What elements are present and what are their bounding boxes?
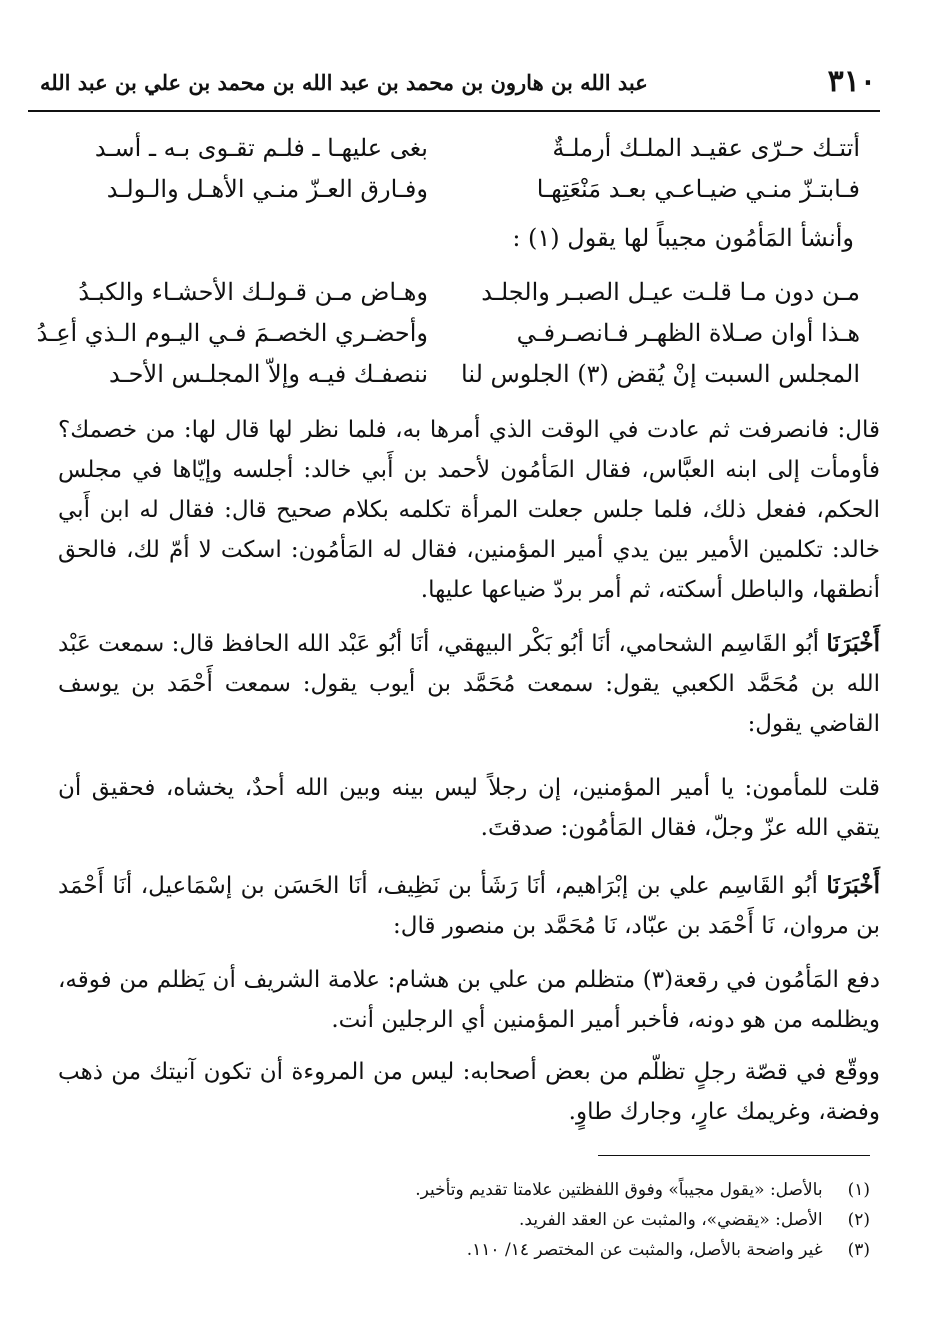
verse-second-hemistich: وهـاض مـن قـولـك الأحشـاء والكبـدُ bbox=[78, 278, 428, 306]
footnote bbox=[90, 1180, 870, 1210]
verse-line bbox=[48, 360, 878, 401]
paragraph-text: أبُو القَاسِم الشحامي، أنَا أبُو بَكْر البيهقي، أنَا أبُو عَبْد الله الحافظ قال: سمعت عَبْد الله بن مُحَمَّد الكعبي يقول: سمعت مُحَمَّد بن أيوب يقول: سمعت أَحْمَد بن يوسف القاضي يقول: bbox=[58, 631, 880, 737]
footnote bbox=[90, 1240, 870, 1270]
paragraph bbox=[58, 768, 880, 848]
verse-first-hemistich: هـذا أوان صـلاة الظهـر فـانصـرفـي bbox=[516, 319, 860, 347]
footnote-number: (٢) bbox=[847, 1210, 870, 1230]
footnote-text: بالأصل: «يقول مجيباً» وفوق اللفظتين علامتا تقديم وتأخير. bbox=[415, 1180, 823, 1200]
verse-second-hemistich: وأحضـري الخصـمَ فـي اليـوم الـذي أعِـدُ bbox=[36, 319, 428, 347]
footnote-rule bbox=[598, 1155, 870, 1156]
footnote bbox=[90, 1210, 870, 1240]
paragraph-text: أبُو القَاسِم علي بن إبْرَاهيم، أنَا رَشَأ بن نَظِيف، أنَا الحَسَن بن إسْمَاعيل، أنَا أَحْمَد بن مروان، نَا أَحْمَد بن عبّاد، نَا مُحَمَّد بن منصور قال: bbox=[58, 873, 880, 939]
verse-first-hemistich: فـابتـزّ منـي ضيـاعـي بعـد مَنْعَتِهـا bbox=[536, 175, 860, 203]
page-header bbox=[40, 62, 876, 104]
verse-second-hemistich: ننصفـك فيـه وإلاّ المجلـس الأحـد bbox=[109, 360, 428, 388]
header-rule bbox=[28, 110, 880, 112]
paragraph bbox=[58, 960, 880, 1040]
paragraph-text: دفع المَأمُون في رقعة(٣) متظلم من علي بن هشام: علامة الشريف أن يَظلم من فوقه، ويظلمه من هو دونه، فأخبر أمير المؤمنين أي الرجلين أنت. bbox=[58, 967, 880, 1033]
verse-line bbox=[48, 134, 878, 175]
paragraph-isnad bbox=[58, 624, 880, 744]
verse-second-hemistich: وفـارق العـزّ منـي الأهـل والـولـد bbox=[106, 175, 428, 203]
poem-block-2 bbox=[36, 278, 878, 401]
paragraph-text: قلت للمأمون: يا أمير المؤمنين، إن رجلاً ليس بينه وبين الله أحدٌ، يخشاه، فحقيق أن يتقي الله عزّ وجلّ، فقال المَأمُون: صدقتَ. bbox=[58, 775, 880, 841]
page-number: ٣١٠ bbox=[827, 64, 876, 99]
paragraph-text: قال: فانصرفت ثم عادت في الوقت الذي أمرها به، فلما نظر لها قال لها: من خصمك؟ فأومأت إلى ابنه العبَّاس، فقال المَأمُون لأحمد بن أَبي خالد: أجلسه وإيّاها في مجلس الحكم، ففعل ذلك، فلما جلس جعلت المرأة تكلمه بكلام صحيح قال: فقال له ابن أَبي خالد: تكلمين الأمير بين يدي أمير المؤمنين، فقال له المَأمُون: اسكت لا أمّ لك، فالحق أنطقها، والباطل أسكته، ثم أمر بردّ ضياعها عليها. bbox=[58, 417, 881, 603]
verse-line bbox=[48, 278, 878, 319]
running-head: عبد الله بن هارون بن محمد بن عبد الله بن محمد بن علي بن عبد الله bbox=[40, 70, 648, 95]
paragraph-isnad bbox=[58, 866, 880, 946]
paragraph-lead: أَخْبَرَنَا bbox=[826, 630, 880, 657]
footnote-number: (١) bbox=[847, 1180, 870, 1200]
verse-second-hemistich: بغى عليهـا ـ فلـم تقـوى بـه ـ أسـد bbox=[94, 134, 428, 162]
footnotes bbox=[90, 1180, 870, 1270]
verse-line bbox=[48, 175, 878, 216]
verse-first-hemistich: أتتـك حـرّى عقيـد الملـك أرملـةٌ bbox=[552, 134, 860, 162]
paragraph bbox=[58, 1052, 880, 1132]
poem-block-1 bbox=[48, 134, 878, 216]
paragraph-lead: أَخْبَرَنَا bbox=[826, 872, 880, 899]
footnote-text: غير واضحة بالأصل، والمثبت عن المختصر ١٤/ ١١٠. bbox=[466, 1240, 823, 1260]
paragraph-text: ووقّع في قصّة رجلٍ تظلّم من بعض أصحابه: ليس من المروءة أن تكون آنيتك من ذهب وفضة، وغريمك عارٍ، وجارك طاوٍ. bbox=[58, 1059, 880, 1125]
paragraph bbox=[58, 410, 880, 610]
poem-intro: وأنشأ المَأمُون مجيباً لها يقول (١) : bbox=[512, 224, 854, 252]
footnote-text: الأصل: «يقضي»، والمثبت عن العقد الفريد. bbox=[519, 1210, 823, 1230]
verse-first-hemistich: المجلس السبت إنْ يُقض (٣) الجلوس لنا bbox=[461, 360, 860, 388]
verse-first-hemistich: مـن دون مـا قلـت عيـل الصبـر والجلـد bbox=[481, 278, 860, 306]
verse-line bbox=[36, 319, 878, 360]
footnote-number: (٣) bbox=[847, 1240, 870, 1260]
